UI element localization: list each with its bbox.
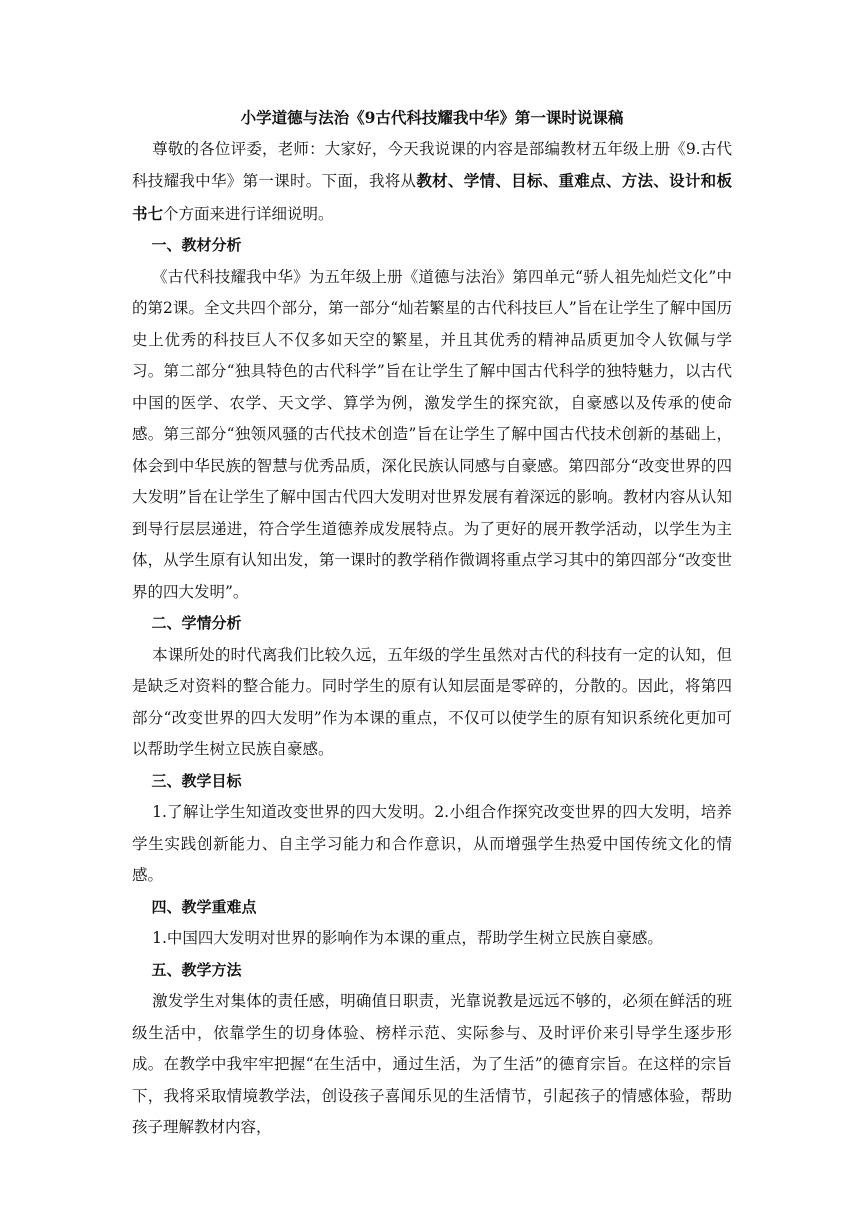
intro-text-part2: 个方面来进行详细说明。: [163, 204, 334, 223]
section-heading-objectives: 三、教学目标: [151, 771, 242, 790]
section-paragraph-textbook: 《古代科技耀我中华》为五年级上册《道德与法治》第四单元“骄人祖先灿烂文化”中的第2课。全文共四个部分，第一部分“灿若繁星的古代科技巨人”旨在让学生了解中国历史上优秀的科技巨人不仅多如天空的繁星，并且其优秀的精神品质更加令人钦佩与学习。第二部分“独具特色的古代科学”旨在让学生了解中国古代科学的独特魅力，以古代中国的医学、农学、天文学、算学为例，激发学生的探究欲，自豪感以及传承的使命感。第三部分“独领风骚的古代技术创造”旨在让学生了解中国古代技术创新的基础上，体会到中华民族的智慧与优秀品质，深化民族认同感与自豪感。第四部分“改变世界的四大发明”旨在让学生了解中国古代四大发明对世界发展有着深远的影响。教材内容从认知到导行层层递进，符合学生道德养成发展特点。为了更好的展开教学活动，以学生为主体，从学生原有认知出发，第一课时的教学稍作微调将重点学习其中的第四部分“改变世界的四大发明”。: [132, 267, 732, 601]
document-body: [132, 102, 732, 1144]
section-heading-key-points: 四、教学重难点: [151, 897, 257, 916]
section-heading-methods: 五、教学方法: [151, 960, 242, 979]
section-paragraph-key-points: 1.中国四大发明对世界的影响作为本课的重点，帮助学生树立民族自豪感。: [152, 929, 663, 947]
section-paragraph-learners: 本课所处的时代离我们比较久远，五年级的学生虽然对古代的科技有一定的认知，但是缺乏对资料的整合能力。同时学生的原有认知层面是零碎的，分散的。因此，将第四部分“改变世界的四大发明”作为本课的重点，不仅可以使学生的原有知识系统化更加可以帮助学生树立民族自豪感。: [132, 645, 732, 758]
section-heading-textbook: 一、教材分析: [151, 236, 242, 254]
intro-paragraph: [132, 134, 732, 231]
section-paragraph-methods: 激发学生对集体的责任感，明确值日职责，光靠说教是远远不够的，必须在鲜活的班级生活中，依靠学生的切身体验、榜样示范、实际参与、及时评价来引导学生逐步形成。在教学中我牢牢把握“在生活中，通过生活，为了生活”的德育宗旨。在这样的宗旨下，我将采取情境教学法，创设孩子喜闻乐见的生活情节，引起孩子的情感体验，帮助孩子理解教材内容，: [132, 992, 732, 1136]
document-title: 小学道德与法治《9古代科技耀我中华》第一课时说课稿: [240, 108, 624, 127]
section-paragraph-objectives: 1.了解让学生知道改变世界的四大发明。2.小组合作探究改变世界的四大发明，培养学生实践创新能力、自主学习能力和合作意识，从而增强学生热爱中国传统文化的情感。: [132, 803, 732, 884]
intro-bold-text: 教材、学情、目标、重难点、方法、设计和板书七: [132, 171, 732, 223]
section-heading-learners: 二、学情分析: [151, 614, 242, 632]
intro-text-part1: 尊敬的各位评委，老师：大家好，今天我说课的内容是部编教材五年级上册《9.古代科技耀我中华》第一课时。下面，我将从: [132, 139, 732, 190]
